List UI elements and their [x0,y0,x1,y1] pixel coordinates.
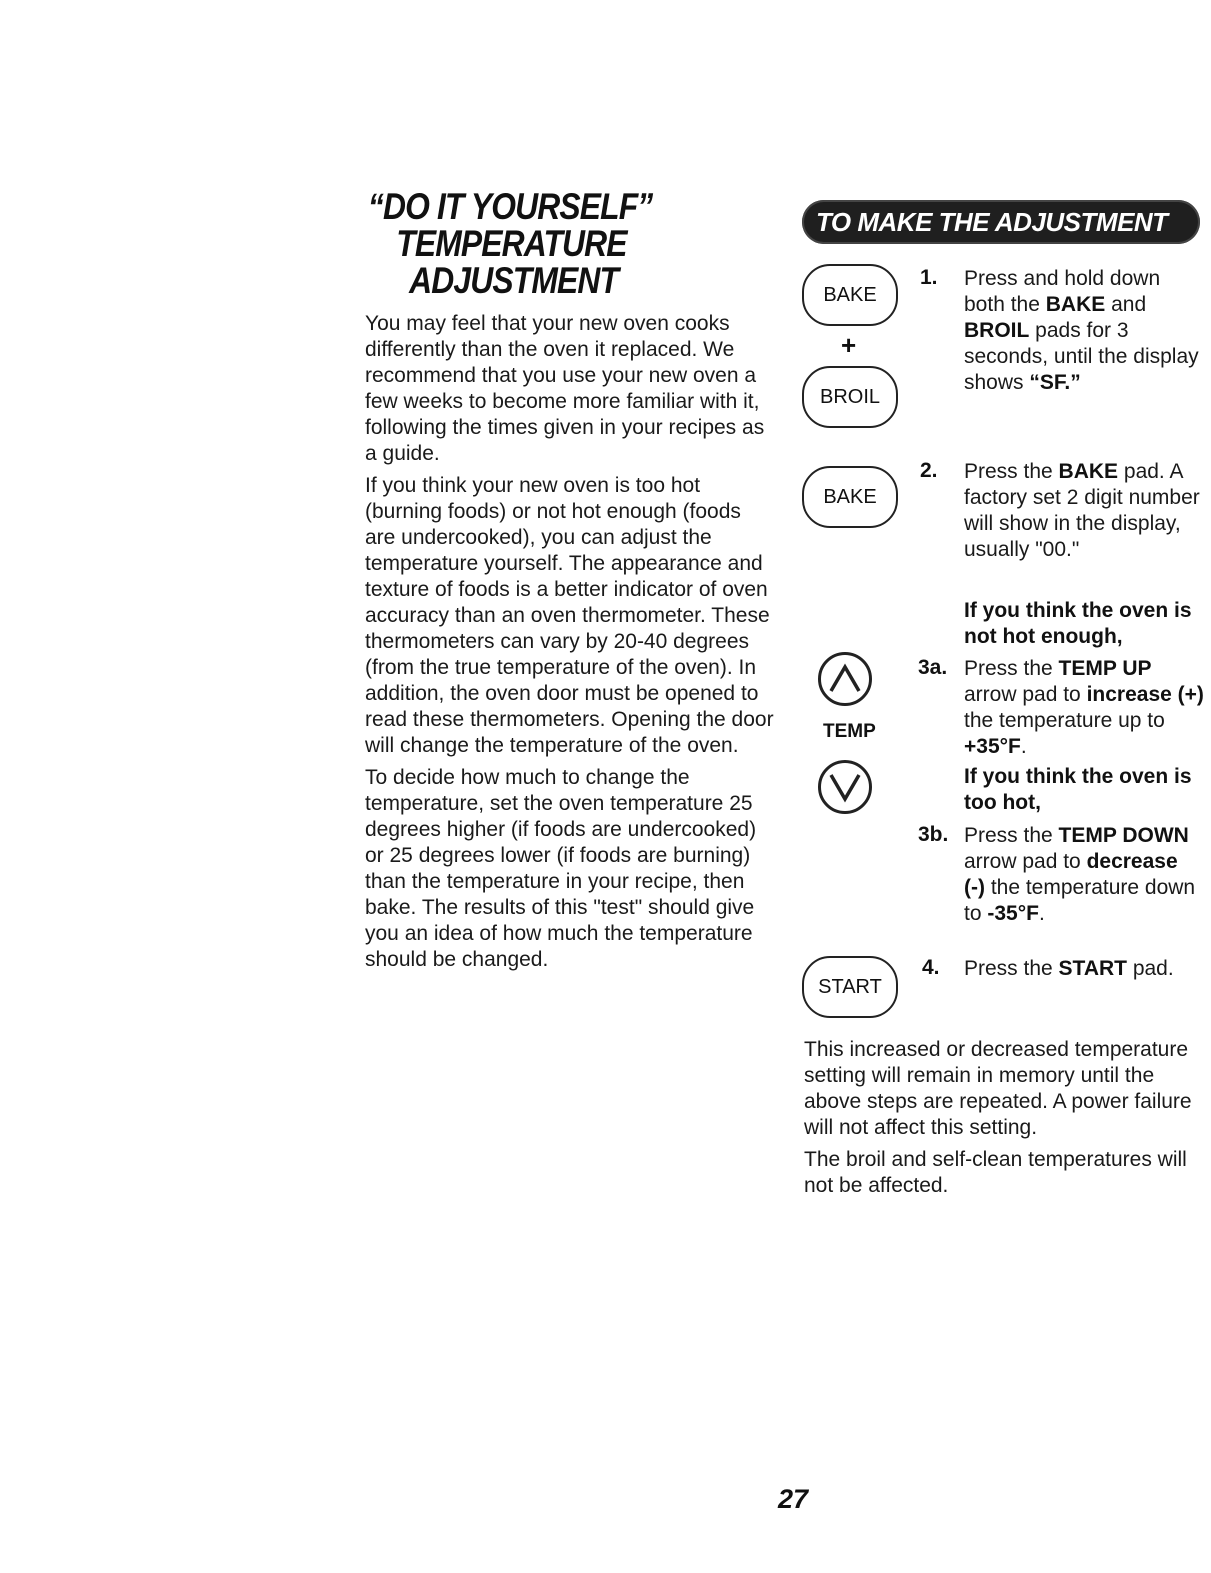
closing-paragraph-1: This increased or decreased temperature setting will remain in memory until the above steps are repeated. A power failure will not affect this setting. [804,1038,1192,1139]
title-line-2: TEMPERATURE [396,223,627,264]
step-1-number: 1. [920,266,938,289]
bake-pad-label-2: BAKE [823,485,877,508]
closing-paragraph-2: The broil and self-clean temperatures will not be affected. [804,1148,1187,1197]
temp-up-arrow-icon [818,652,872,706]
step-4-text: Press the START pad. [964,957,1174,980]
bake-pad-label: BAKE [823,283,877,306]
start-pad-label: START [818,975,882,998]
intro-paragraph-2: If you think your new oven is too hot (burning foods) or not hot enough (foods are undercooked), you can adjust the temperature yourself. The appearance and texture of foods is a better indicator of oven accuracy than an oven thermometer. These thermometers can vary by 20-40 degrees (from the true temperature of the oven). In addition, the oven door must be opened to read these thermometers. Opening the door will change the temperature of the oven. [365,474,774,757]
condition-too-hot: If you think the oven is too hot, [964,765,1192,814]
plus-sign: + [841,330,857,360]
step-3a-text: Press the TEMP UP arrow pad to increase (+) the temperature up to +35°F. [964,657,1204,758]
intro-paragraph-3: To decide how much to change the temperature, set the oven temperature 25 degrees higher (if foods are undercooked) or 25 degrees lower (if foods are burning) than the temperature in your recipe, then bake. The results of this "test" should give you an idea of how much the temperature should be changed. [365,766,757,971]
intro-paragraph-1: You may feel that your new oven cooks differently than the oven it replaced. We recommend that you use your new oven a few weeks to become more familiar with it, following the times given in your recipes as a guide. [365,312,765,465]
closing-text [804,1037,1204,1205]
bake-pad-icon-2 [802,466,898,528]
broil-pad-icon [802,366,898,428]
title-line-1: “DO IT YOURSELF” [367,186,653,227]
step-3b-number: 3b. [918,823,949,846]
step-2-number: 2. [920,459,938,482]
page-title [355,186,653,301]
intro-text [365,311,775,979]
step-3a-number: 3a. [918,656,948,679]
bake-pad-icon [802,264,898,326]
page-number: 27 [778,1484,809,1514]
section-banner [802,200,1200,244]
title-line-3: ADJUSTMENT [409,260,619,301]
step-4-number: 4. [922,956,940,979]
banner-label: TO MAKE THE ADJUSTMENT [816,207,1168,237]
condition-not-hot: If you think the oven is not hot enough, [964,599,1192,648]
temp-label: TEMP [823,721,876,742]
step-1-text: Press and hold down both the BAKE and BROIL pads for 3 seconds, until the display shows “SF.” [964,267,1199,394]
temp-down-arrow-icon [818,760,872,814]
step-3b-text: Press the TEMP DOWN arrow pad to decrease (-) the temperature down to -35°F. [964,824,1196,925]
broil-pad-label: BROIL [819,385,881,408]
start-pad-icon [802,956,898,1018]
step-2-text: Press the BAKE pad. A factory set 2 digit number will show in the display, usually "00." [964,460,1200,561]
